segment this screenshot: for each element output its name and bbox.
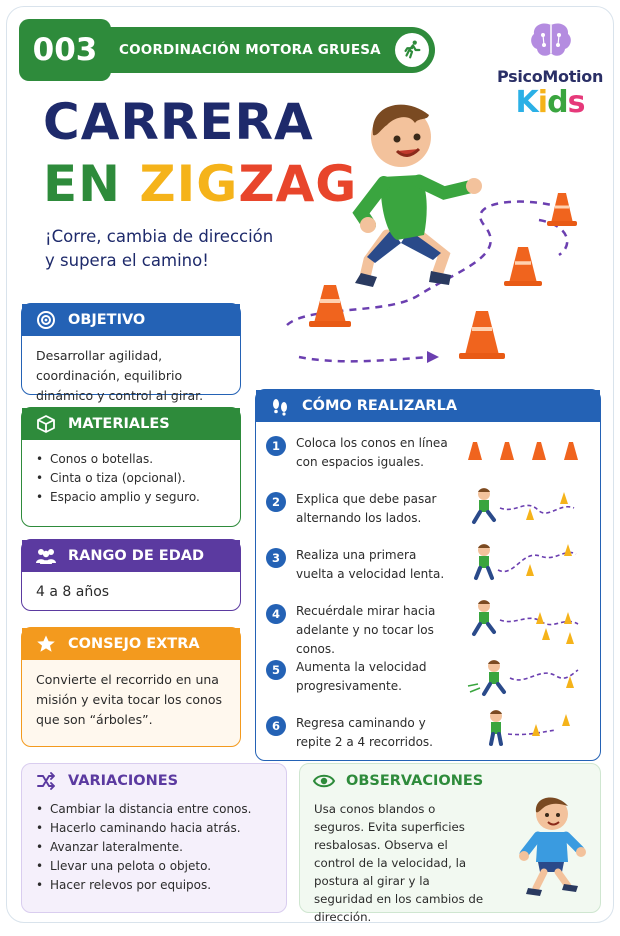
step-number: 2 <box>266 492 286 512</box>
step-row <box>256 432 600 488</box>
materiales-card <box>21 407 241 527</box>
cone <box>309 285 351 327</box>
list-item: • Cambiar la distancia entre conos. <box>36 800 272 819</box>
kids-letter: i <box>537 85 548 120</box>
objetivo-title: OBJETIVO <box>68 312 146 328</box>
step-row <box>256 544 600 600</box>
kids-letter: s <box>567 85 585 120</box>
title-line-1: CARRERA <box>43 93 314 151</box>
shuffle-icon <box>36 771 56 791</box>
materiales-header <box>22 408 240 440</box>
running-person-icon <box>395 33 429 67</box>
objetivo-card <box>21 303 241 403</box>
step-row <box>256 712 600 768</box>
rango-header <box>22 540 240 572</box>
step-number: 6 <box>266 716 286 736</box>
step-text: Regresa caminando y repite 2 a 4 recorridos. <box>296 716 433 749</box>
variaciones-title: VARIACIONES <box>68 773 179 789</box>
list-item: • Conos o botellas. <box>36 450 226 469</box>
cone <box>547 193 577 226</box>
list-item: • Avanzar lateralmente. <box>36 838 272 857</box>
activity-number: 003 <box>19 19 111 81</box>
rango-text: 4 a 8 años <box>36 584 110 600</box>
child-running-illustration <box>506 792 596 902</box>
rango-title: RANGO DE EDAD <box>68 548 204 564</box>
list-item: • Hacerlo caminando hacia atrás. <box>36 819 272 838</box>
brand-name: PsicoMotion <box>496 67 604 86</box>
rango-card <box>21 539 241 611</box>
observaciones-card <box>299 763 601 924</box>
observaciones-title: OBSERVACIONES <box>346 773 484 789</box>
running-child-illustration <box>269 85 589 375</box>
cone <box>459 311 505 359</box>
step-number: 3 <box>266 548 286 568</box>
consejo-title: CONSEJO EXTRA <box>68 636 200 652</box>
eye-icon <box>314 771 334 791</box>
category-banner <box>103 27 435 73</box>
box-icon <box>36 414 56 434</box>
variaciones-list <box>36 800 272 895</box>
step-1-cones-illustration <box>456 432 586 488</box>
step-4-illustration <box>456 600 586 656</box>
list-item: • Hacer relevos por equipos. <box>36 876 272 895</box>
step-6-illustration <box>456 712 586 768</box>
step-text: Explica que debe pasar alternando los lados. <box>296 492 437 525</box>
objetivo-text: Desarrollar agilidad, coordinación, equilibrio dinámico y control al girar. <box>36 348 204 403</box>
group-icon <box>36 546 56 566</box>
como-card <box>255 389 601 761</box>
como-title: CÓMO REALIZARLA <box>302 398 458 414</box>
category-label: COORDINACIÓN MOTORA GRUESA <box>119 42 381 58</box>
title-zag: ZAG <box>238 155 358 213</box>
title-en: EN <box>43 155 140 213</box>
materiales-list <box>36 450 226 507</box>
brain-icon <box>529 21 573 59</box>
variaciones-card <box>21 763 287 913</box>
step-number: 4 <box>266 604 286 624</box>
step-text: Recuérdale mirar hacia adelante y no tocar los conos. <box>296 604 436 656</box>
subtitle: ¡Corre, cambia de dirección y supera el camino! <box>45 227 274 270</box>
step-3-illustration <box>456 544 586 600</box>
step-row <box>256 600 600 656</box>
step-2-illustration <box>456 488 586 544</box>
activity-sheet <box>6 6 614 923</box>
step-number: 5 <box>266 660 286 680</box>
step-row <box>256 656 600 712</box>
list-item: • Cinta o tiza (opcional). <box>36 469 226 488</box>
observaciones-text: Usa conos blandos o seguros. Evita superficies resbalosas. Observa el control de la velocidad, la postura al girar y la seguridad en los cambios de dirección. <box>314 802 484 924</box>
star-icon <box>36 634 56 654</box>
footprints-icon <box>270 396 290 416</box>
step-text: Coloca los conos en línea con espacios iguales. <box>296 436 448 469</box>
step-text: Realiza una primera vuelta a velocidad lenta. <box>296 548 445 581</box>
title-zig: ZIG <box>139 155 239 213</box>
list-item: • Llevar una pelota o objeto. <box>36 857 272 876</box>
objetivo-header <box>22 304 240 336</box>
target-icon <box>36 310 56 330</box>
como-header <box>256 390 600 422</box>
kids-letter: K <box>515 85 538 120</box>
kids-letter: d <box>547 85 568 120</box>
list-item: • Espacio amplio y seguro. <box>36 488 226 507</box>
consejo-card <box>21 627 241 747</box>
consejo-header <box>22 628 240 660</box>
step-row <box>256 488 600 544</box>
step-5-illustration <box>456 656 586 712</box>
step-text: Aumenta la velocidad progresivamente. <box>296 660 427 693</box>
cone <box>504 247 542 286</box>
child-figure <box>355 105 482 287</box>
variaciones-header <box>22 764 286 798</box>
materiales-title: MATERIALES <box>68 416 170 432</box>
step-number: 1 <box>266 436 286 456</box>
consejo-text: Convierte el recorrido en una misión y evita tocar los conos que son “árboles”. <box>36 672 223 727</box>
